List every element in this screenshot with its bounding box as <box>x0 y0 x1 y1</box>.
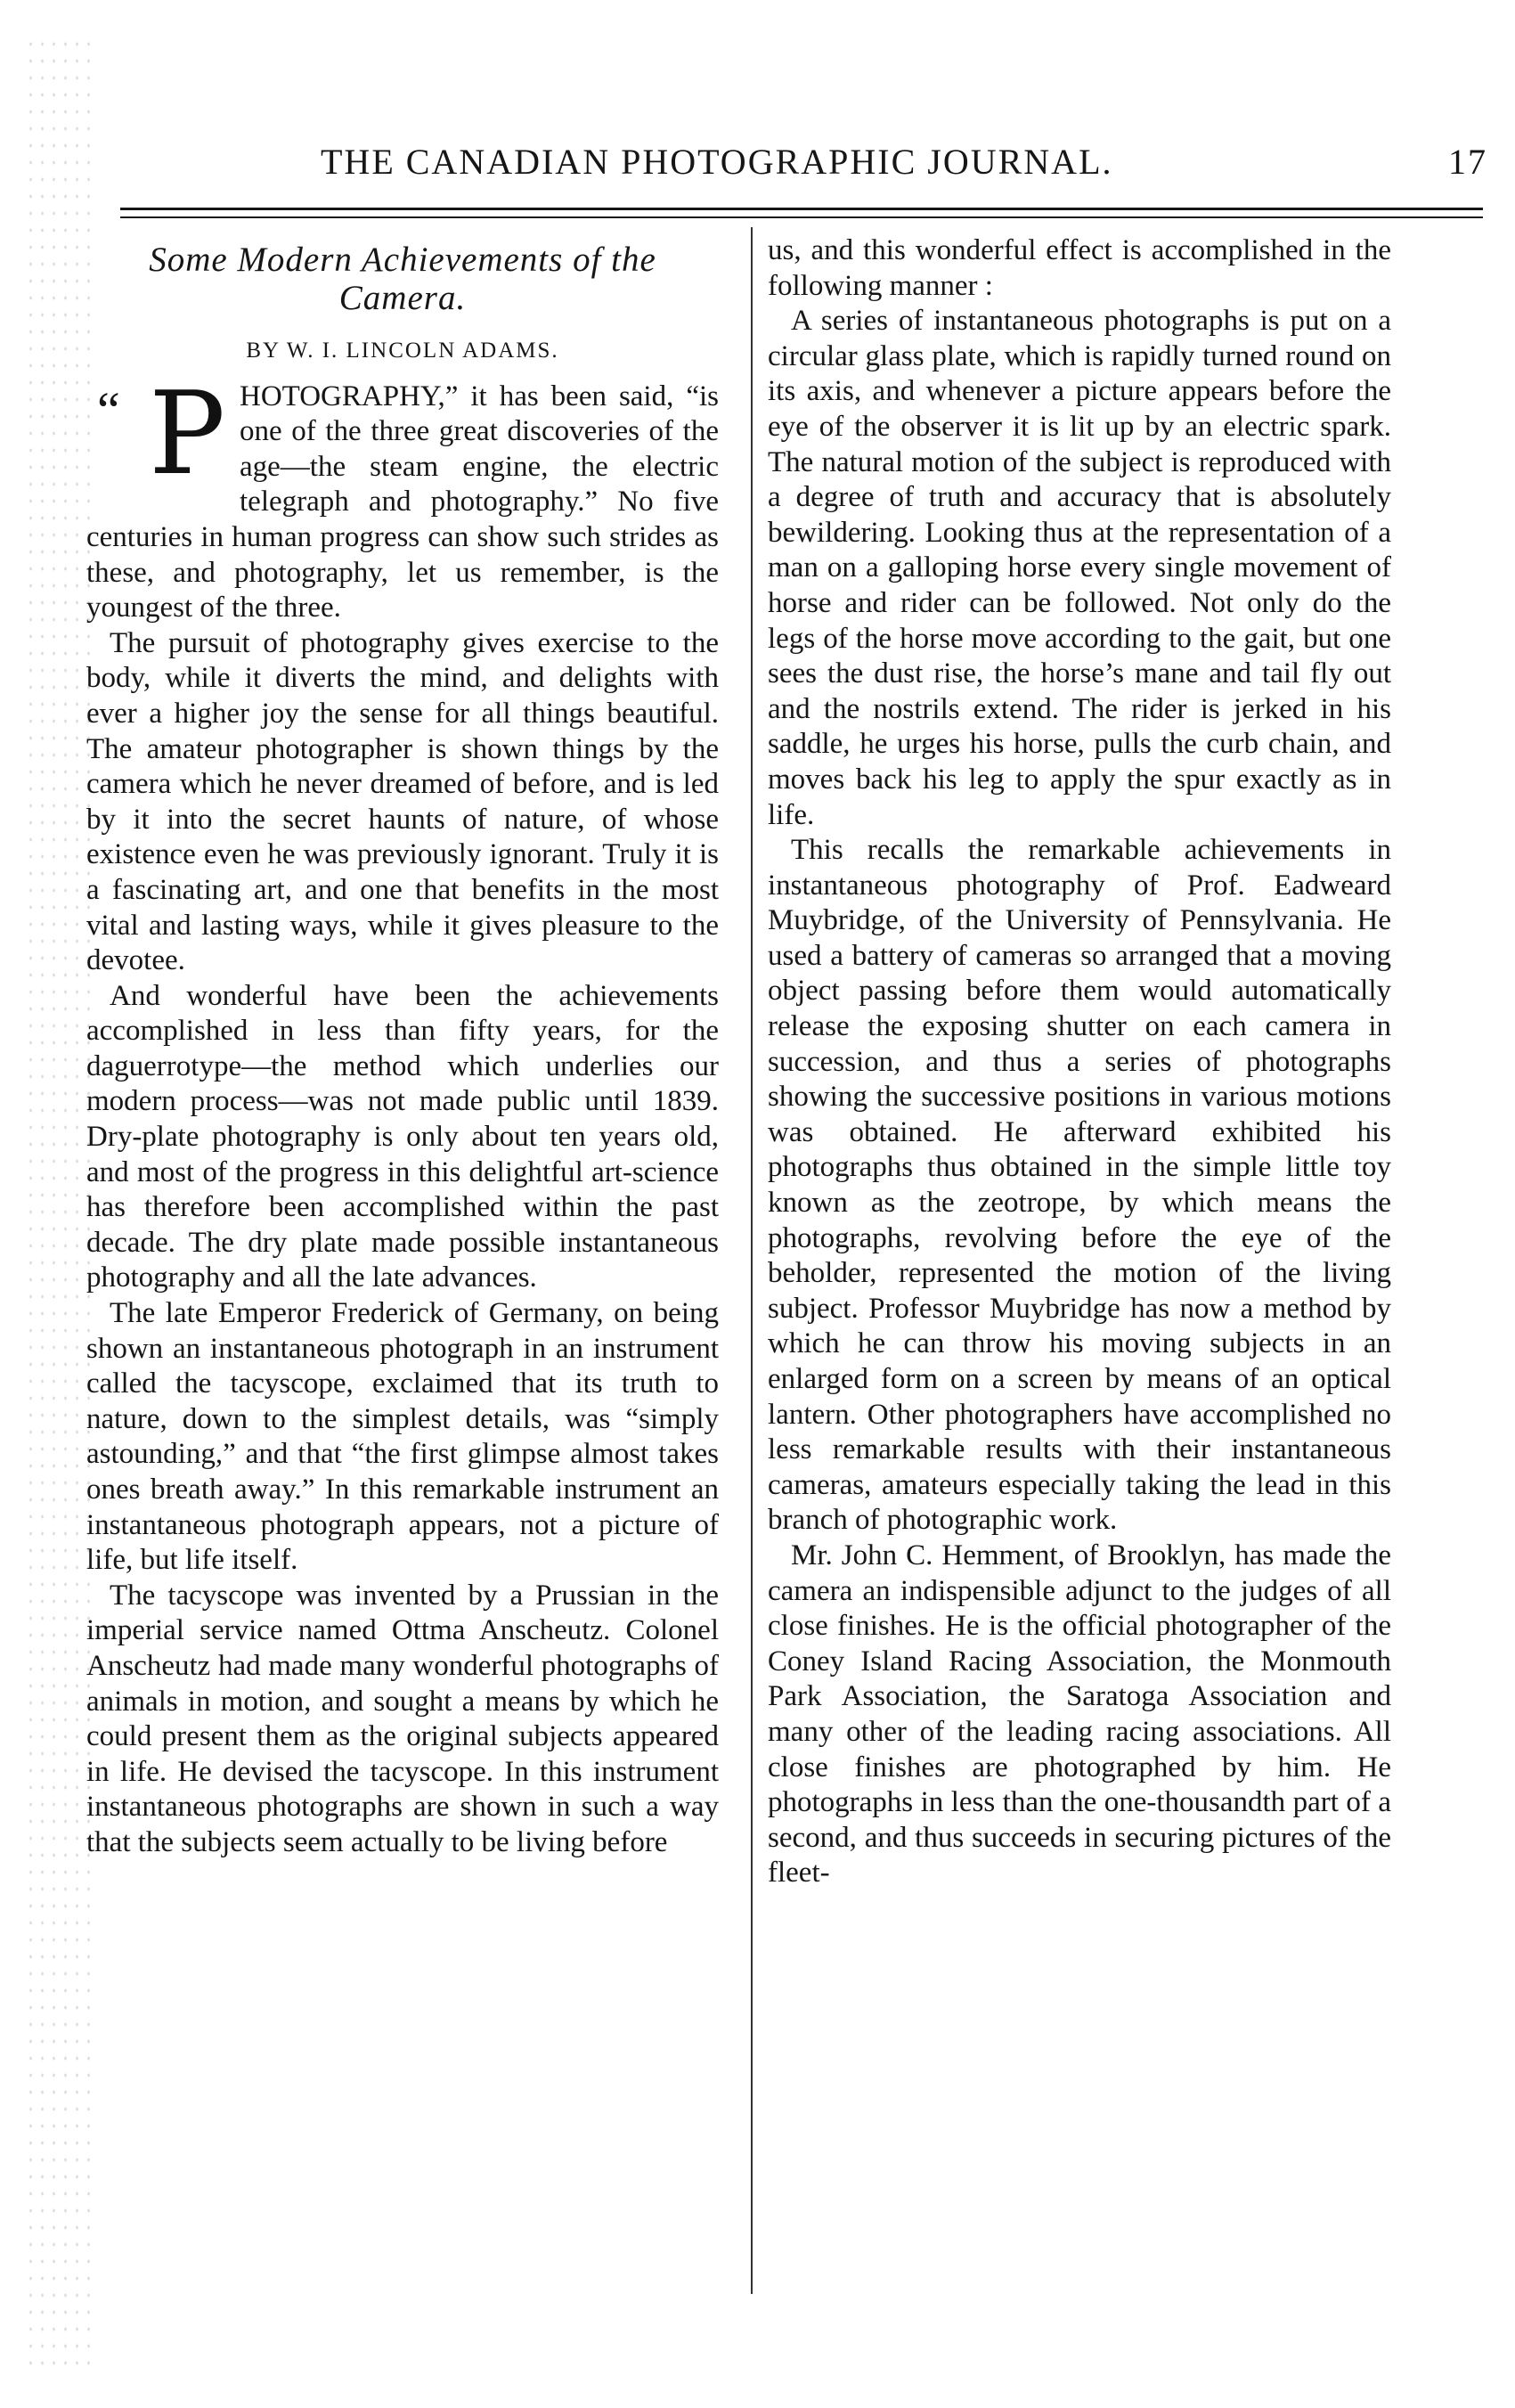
scan-edge-specks <box>25 36 96 2370</box>
byline: BY W. I. LINCOLN ADAMS. <box>246 339 559 363</box>
paragraph-1 <box>86 367 719 626</box>
article-title-line-1: Some Modern Achievements of the <box>149 241 656 279</box>
column-divider <box>751 227 753 2294</box>
running-title: THE CANADIAN PHOTOGRAPHIC JOURNAL. <box>321 142 1113 182</box>
right-column <box>768 233 1391 1891</box>
paragraph-1-text: HOTOGRAPHY,” it has been said, “is one of the three great discoveries of the age—the steam engine, the electric telegraph and photography.” No five centuries in human progress can show such strides as these, and photography, let us remember, is the youngest of the three. <box>86 380 719 624</box>
paragraph-8: Mr. John C. Hemment, of Brooklyn, has made the camera an indispensible adjunct to the judges of all close finishes. He is the official photographer of the Coney Island Racing Association, the Monmouth Park Association, the Saratoga Association and many other of the leading racing associations. All close finishes are photographed by him. He photographs in less than the one-thousandth part of a second, and thus succeeds in securing pictures of the fleet- <box>768 1539 1391 1890</box>
paragraph-4: The late Emperor Frederick of Germany, on being shown an instantaneous photograph in an instrument called the tacyscope, exclaimed that its truth to nature, down to the simplest details, was “simply astounding,” and that “the first glimpse almost takes ones breath away.” In this remarkable instrument an instantaneous photograph appears, not a picture of life, but life itself. <box>86 1297 719 1577</box>
paragraph-3: And wonderful have been the achievements accomplished in less than fifty years, for the daguerrotype—the method which underlies our modern process—was not made public until 1839. Dry-plate photography is only about ten years old, and most of the progress in this delightful art-science has therefore been accomplished within the past decade. The dry plate made possible instantaneous photography and all the late advances. <box>86 979 719 1294</box>
drop-cap-p: P <box>149 367 226 501</box>
paragraph-2: The pursuit of photography gives exercise to the body, while it diverts the mind, and delights with ever a higher joy the sense for all things beautiful. The amateur photographer is shown things by the camera which he never dreamed of before, and is led by it into the secret haunts of nature, of whose existence even he was previously ignorant. Truly it is a fascinating art, and one that benefits in the most vital and lasting ways, while it gives pleasure to the devotee. <box>86 626 719 977</box>
left-column <box>86 233 719 1861</box>
paragraph-5-continued: us, and this wonderful effect is accomplished in the following manner : <box>768 234 1391 302</box>
paragraph-7: This recalls the remarkable achievements in instantaneous photography of Prof. Eadweard Muybridge, of the University of Pennsylvania. He used a battery of cameras so arranged that a moving object passing before them would automatically release the exposing shutter on each camera in succession, and thus a series of photographs showing the successive positions in various motions was obtained. He afterward exhibited his photographs thus obtained in the simple little toy known as the zeotrope, by which means the photographs, revolving before the eye of the beholder, represented the motion of the living subject. Professor Muybridge has now a method by which he can throw his moving subjects in an enlarged form on a screen by means of an optical lantern. Other photographers have accomplished no less remarkable results with their instantaneous cameras, amateurs especially taking the lead in this branch of photographic work. <box>768 834 1391 1537</box>
page-number: 17 <box>1448 142 1487 182</box>
article-title <box>86 241 719 317</box>
paragraph-6: A series of instantaneous photographs is put on a circular glass plate, which is rapidly turned round on its axis, and whenever a picture appears before the eye of the observer it is lit up by an electric spark. The natural motion of the subject is reproduced with a degree of truth and accuracy that is absolutely bewildering. Looking thus at the representation of a man on a galloping horse every single movement of horse and rider can be followed. Not only do the legs of the horse move according to the gait, but one sees the dust rise, the horse’s mane and tail fly out and the nostrils extend. The rider is jerked in his saddle, he urges his horse, pulls the curb chain, and moves back his leg to apply the spur exactly as in life. <box>768 305 1391 831</box>
article-title-line-2: Camera. <box>338 279 467 317</box>
opening-quote-mark: “ <box>97 380 120 439</box>
paragraph-5: The tacyscope was invented by a Prussian in the imperial service named Ottma Anscheutz. Colonel Anscheutz had made many wonderful photographs of animals in motion, and sought a means by which he could present them as the original subjects appeared in life. He devised the tacyscope. In this instrument instantaneous photographs are shown in such a way that the subjects seem actually to be living before <box>86 1579 719 1858</box>
page-header <box>321 141 1487 194</box>
header-rule-thin <box>120 216 1483 218</box>
header-rule-thick <box>120 208 1483 210</box>
